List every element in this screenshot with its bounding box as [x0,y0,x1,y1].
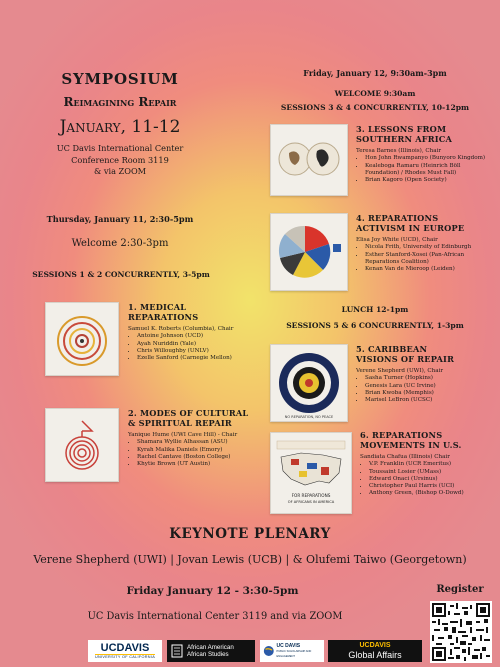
symposium-title: SYMPOSIUM [61,70,179,88]
logo-name: UCDAVIS [100,642,150,654]
logo-text [187,644,234,658]
session-5-panelists [356,375,486,404]
panelist: • V.P. Franklin (UCR Emeritus) [369,461,490,468]
title-line: VISIONS OF REPAIR [356,354,455,364]
title-line: & SPIRITUAL REPAIR [128,418,232,428]
session-6 [360,430,490,498]
session-6-artwork [270,432,352,514]
artwork-caption: FOR REPARATIONS [291,493,331,498]
panelist: • Christopher Paul Harris (UCI) [369,483,490,490]
panelist: • Ezelle Sanford (Carnegie Mellon) [137,355,246,362]
session-3-chair: Teresa Barnes (Illinois), Chair [356,148,442,154]
sessions-5-6-line: SESSIONS 5 & 6 CONCURRENTLY, 1-3pm [286,321,464,330]
session-2-title [128,408,258,428]
keynote-speakers: Verene Shepherd (UWI) | Jovan Lewis (UCB) | & Olufemi Taiwo (Georgetown) [33,553,467,566]
panelist: • Chris Willoughby (UNLV) [137,348,246,355]
venue-block [20,143,220,178]
session-3 [356,124,486,184]
session-4-title [356,213,486,233]
title-line: 3. LESSONS FROM [356,124,447,134]
title-line: 4. REPARATIONS [356,213,439,223]
title-line: 2. MODES OF CULTURAL [128,408,249,418]
session-5-artwork [270,344,348,422]
keynote-location: UC Davis International Center 3119 and via ZOOM [87,611,343,622]
session-1-panelists [128,333,246,362]
panelist: • Hon John Rwampanyo (Bunyoro Kingdom) [365,155,486,162]
friday-schedule: Friday, January 12, 9:30am-3pm [303,68,447,78]
panelist: • Anthony Green, (Bishop O-Dowd) [369,490,490,497]
keynote-time: Friday January 12 - 3:30-5pm [126,585,299,597]
logo-sub: UNIVERSITY OF CALIFORNIA [94,655,156,659]
panelist: • Kyrah Malika Daniels (Emory) [137,447,258,454]
emblem-icon [171,644,183,658]
ucdavis-logo[interactable] [88,640,162,662]
panelist: • Ayah Nuriddin (Yale) [137,341,246,348]
symposium-subtitle: Reimagining Repair [63,95,177,109]
title-line: 5. CARIBBEAN [356,344,428,354]
panelist: • Kealeboga Ramaru (Heinrich Böll Foundation) / Rhodes Must Fall) [365,163,486,178]
panelist: • Kenan Van de Mieroop (Leiden) [365,266,486,273]
session-5-title [356,344,486,364]
lunch-line: LUNCH 12-1pm [341,305,409,314]
session-1-artwork [45,302,119,376]
venue-line: UC Davis International Center [56,143,184,153]
title-line: ACTIVISM IN EUROPE [356,223,465,233]
session-2-artwork [45,408,119,482]
panelist: • Rachel Cantave (Boston College) [137,454,258,461]
session-6-title [360,430,490,450]
session-4-artwork [270,213,348,291]
session-5-chair: Verene Shepherd (UWI), Chair [356,368,444,374]
logo-text [277,644,321,659]
register-qr-code[interactable] [430,601,492,663]
logo-name: UCDAVIS [359,642,391,649]
sessions-1-2-line: SESSIONS 1 & 2 CONCURRENTLY, 3-5pm [32,270,210,279]
keynote-heading: KEYNOTE PLENARY [169,526,331,542]
sessions-3-4-line: SESSIONS 3 & 4 CONCURRENTLY, 10-12pm [280,103,470,112]
session-1-title [128,302,246,322]
african-american-studies-logo[interactable] [167,640,255,662]
session-2-chair: Yanique Hume (UWI Cave Hill) - Chair [128,432,238,438]
panelist: • Sasha Turner (Hopkins) [365,375,486,382]
session-4-chair: Elisa Joy White (UCD), Chair [356,237,438,243]
register-label: Register [436,584,484,595]
logo-name: African American [187,644,234,651]
thursday-schedule: Thursday, January 11, 2:30-5pm [46,214,194,224]
session-4 [356,213,486,273]
panelist: • Antoine Johnson (UCD) [137,333,246,340]
session-6-chair: Sandiata Chafua (Illinois) Chair [360,454,450,460]
session-3-title [356,124,486,144]
session-2-panelists [128,439,258,468]
logo-sub: Global Affairs [348,650,402,660]
session-3-artwork [270,124,348,196]
artwork-caption: OF AFRICANS IN AMERICA [287,500,335,504]
panelist: • Marisel LeBron (UCSC) [365,397,486,404]
session-4-panelists [356,244,486,273]
public-scholarship-logo[interactable] [260,640,324,662]
friday-welcome: WELCOME 9:30am [334,89,416,98]
title-line: REPARATIONS [128,312,199,322]
session-3-panelists [356,155,486,184]
panelist: • Edward Onaci (Ursinus) [369,476,490,483]
globe-icon [263,644,275,658]
panelist: • Genesis Lara (UC Irvine) [365,383,486,390]
logo-sub: African Studies [187,651,229,658]
session-5 [356,344,486,404]
session-2 [128,408,258,468]
panelist: • Esther Stanford-Xosei (Pan-African Reparations Coalition) [365,252,486,267]
title-line: MOVEMENTS IN U.S. [360,440,462,450]
panelist: • Brian Kagoro (Open Society) [365,177,486,184]
symposium-dates: January, 11-12 [59,117,181,137]
artwork-caption: NO REPARATION, NO PEACE [284,415,334,419]
panelist: • Brian Kwoba (Memphis) [365,390,486,397]
logo-sub: PUBLIC SCHOLARSHIP AND ENGAGEMENT [276,649,312,658]
panelist: • Toussaint Losier (UMass) [369,469,490,476]
title-line: SOUTHERN AFRICA [356,134,453,144]
logo-name: UC DAVIS [276,642,301,649]
panelist: • Khytie Brown (UT Austin) [137,461,258,468]
panelist: • Nicola Frith, University of Edinburgh [365,244,486,251]
session-1 [128,302,246,362]
venue-line: & via ZOOM [93,166,147,176]
session-6-panelists [360,461,490,497]
title-line: 1. MEDICAL [128,302,187,312]
thursday-welcome: Welcome 2:30-3pm [71,238,169,249]
global-affairs-logo[interactable] [328,640,422,662]
venue-line: Conference Room 3119 [71,154,169,165]
panelist: • Shamara Wyllie Alhassan (ASU) [137,439,258,446]
title-line: 6. REPARATIONS [360,430,443,440]
session-1-chair: Samuel K. Roberts (Columbia), Chair [128,326,234,332]
